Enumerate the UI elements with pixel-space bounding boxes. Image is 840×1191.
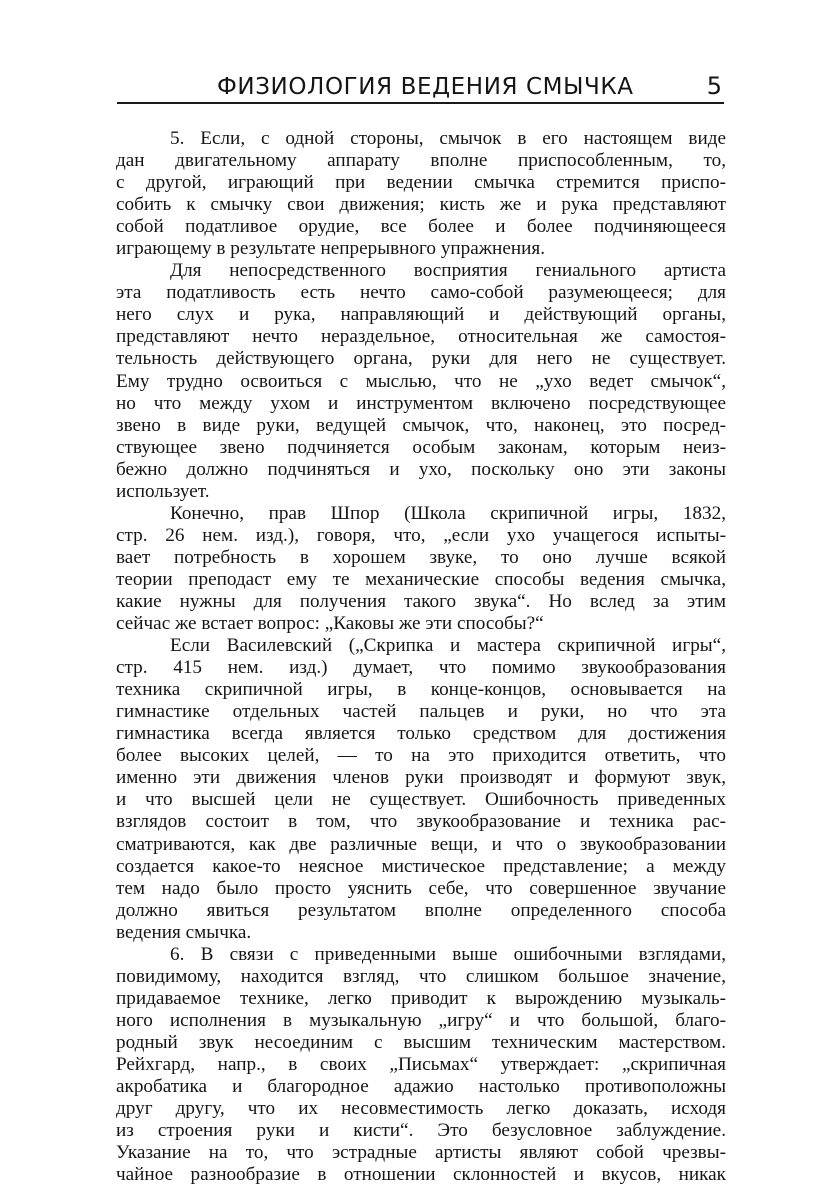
text-line: стр. 26 нем. изд.), говоря, что, „если ухо учащегося испыты- xyxy=(116,524,726,546)
text-line: друг другу, что их несовместимость легко доказать, исходя xyxy=(116,1098,726,1120)
text-line: Ему трудно освоиться с мыслью, что не „ухо ведет смычок“, xyxy=(116,370,726,392)
text-line: Если Василевский („Скрипка и мастера скрипичной игры“, xyxy=(170,635,726,657)
paragraph-5-intro xyxy=(116,128,726,260)
text-line: Указание на то, что эстрадные артисты являют собой чрезвы- xyxy=(116,1142,726,1164)
text-line: какие нужны для получения такого звука“. Но вслед за этим xyxy=(116,590,726,612)
text-line: с другой, играющий при ведении смычка стремится приспо- xyxy=(116,172,726,194)
text-line: сматриваются, как две различные вещи, и что о звукообразовании xyxy=(116,833,726,855)
text-line: из строения руки и кисти“. Это безусловное заблуждение. xyxy=(116,1120,726,1142)
text-line: играющему в результате непрерывного упражнения. xyxy=(116,238,545,260)
text-line: 5. Если, с одной стороны, смычок в его настоящем виде xyxy=(170,128,726,149)
text-line: него слух и рука, направляющий и действующий органы, xyxy=(116,304,726,326)
text-line: вает потребность в хорошем звуке, то оно лучше всякой xyxy=(116,546,726,568)
text-line: но что между ухом и инструментом включено посредствующее xyxy=(116,392,726,414)
text-line: гимнастика всегда является только средством для достижения xyxy=(116,723,726,745)
text-line: взглядов состоит в том, что звукообразование и техника рас- xyxy=(116,811,726,833)
text-line: теории преподаст ему те механические способы ведения смычка, xyxy=(116,568,726,590)
text-line: ствующее звено подчиняется особым законам, которым неиз- xyxy=(116,436,726,458)
text-line: тем надо было просто уяснить себе, что совершенное звучание xyxy=(116,877,726,899)
body-text xyxy=(116,128,726,1186)
text-line: Для непосредственного восприятия гениального артиста xyxy=(170,260,726,282)
text-line: родный звук несоединим с высшим техническим мастерством. xyxy=(116,1031,726,1053)
text-line: эта податливость есть нечто само-собой разумеющееся; для xyxy=(116,282,726,304)
text-line: бежно должно подчиняться и ухо, поскольку оно эти законы xyxy=(116,458,726,480)
text-line: звено в виде руки, ведущей смычок, что, наконец, это посред- xyxy=(116,414,726,436)
text-line: стр. 415 нем. изд.) думает, что помимо звукообразования xyxy=(116,657,726,679)
paragraph-spohr xyxy=(116,503,726,635)
text-line: использует. xyxy=(116,480,210,502)
text-line: представляют нечто нераздельное, относительная же самостоя- xyxy=(116,326,726,348)
text-line: акробатика и благородное адажио настолько противоположны xyxy=(116,1076,726,1098)
running-header xyxy=(117,72,724,104)
text-line: техника скрипичной игры, в конце-концов, основывается на xyxy=(116,679,726,701)
text-line: повидимому, находится взгляд, что слишком большое значение, xyxy=(116,965,726,987)
page-number: 5 xyxy=(706,72,722,100)
text-line: чайное разнообразие в отношении склонностей и вкусов, никак xyxy=(116,1164,726,1186)
text-line: тельность действующего органа, руки для него не существует. xyxy=(116,348,726,370)
text-line: ведения смычка. xyxy=(116,921,252,943)
text-line: более высоких целей, — то на это приходится ответить, что xyxy=(116,745,726,767)
text-line: и что высшей цели не существует. Ошибочность приведенных xyxy=(116,789,726,811)
text-line: собой податливое орудие, все более и более подчиняющееся xyxy=(116,216,726,238)
text-line: Рейхгард, напр., в своих „Письмах“ утверждает: „скрипичная xyxy=(116,1053,726,1075)
text-line: Конечно, прав Шпор (Школа скрипичной игры, 1832, xyxy=(170,502,726,524)
text-line: создается какое-то неясное мистическое представление; а между xyxy=(116,855,726,877)
text-line: именно эти движения членов руки производят и формуют звук, xyxy=(116,767,726,789)
paragraph-genius-artist xyxy=(116,260,726,503)
text-line: сейчас же встает вопрос: „Каковы же эти способы?“ xyxy=(116,613,544,635)
running-title: ФИЗИОЛОГИЯ ВЕДЕНИЯ СМЫЧКА xyxy=(217,74,634,100)
paragraph-6 xyxy=(116,944,726,1187)
text-line: гимнастике отдельных частей пальцев и руки, но что эта xyxy=(116,701,726,723)
text-line: должно явиться результатом вполне определенного способа xyxy=(116,899,726,921)
text-line: придаваемое технике, легко приводит к вырождению музыкаль- xyxy=(116,987,726,1009)
text-line: 6. В связи с приведенными выше ошибочными взглядами, xyxy=(170,943,726,965)
paragraph-wasielewski xyxy=(116,635,726,944)
text-line: ного исполнения в музыкальную „игру“ и что большой, благо- xyxy=(116,1009,726,1031)
text-line: собить к смычку свои движения; кисть же и рука представляют xyxy=(116,194,726,216)
text-line: дан двигательному аппарату вполне приспособленным, то, xyxy=(116,150,726,172)
